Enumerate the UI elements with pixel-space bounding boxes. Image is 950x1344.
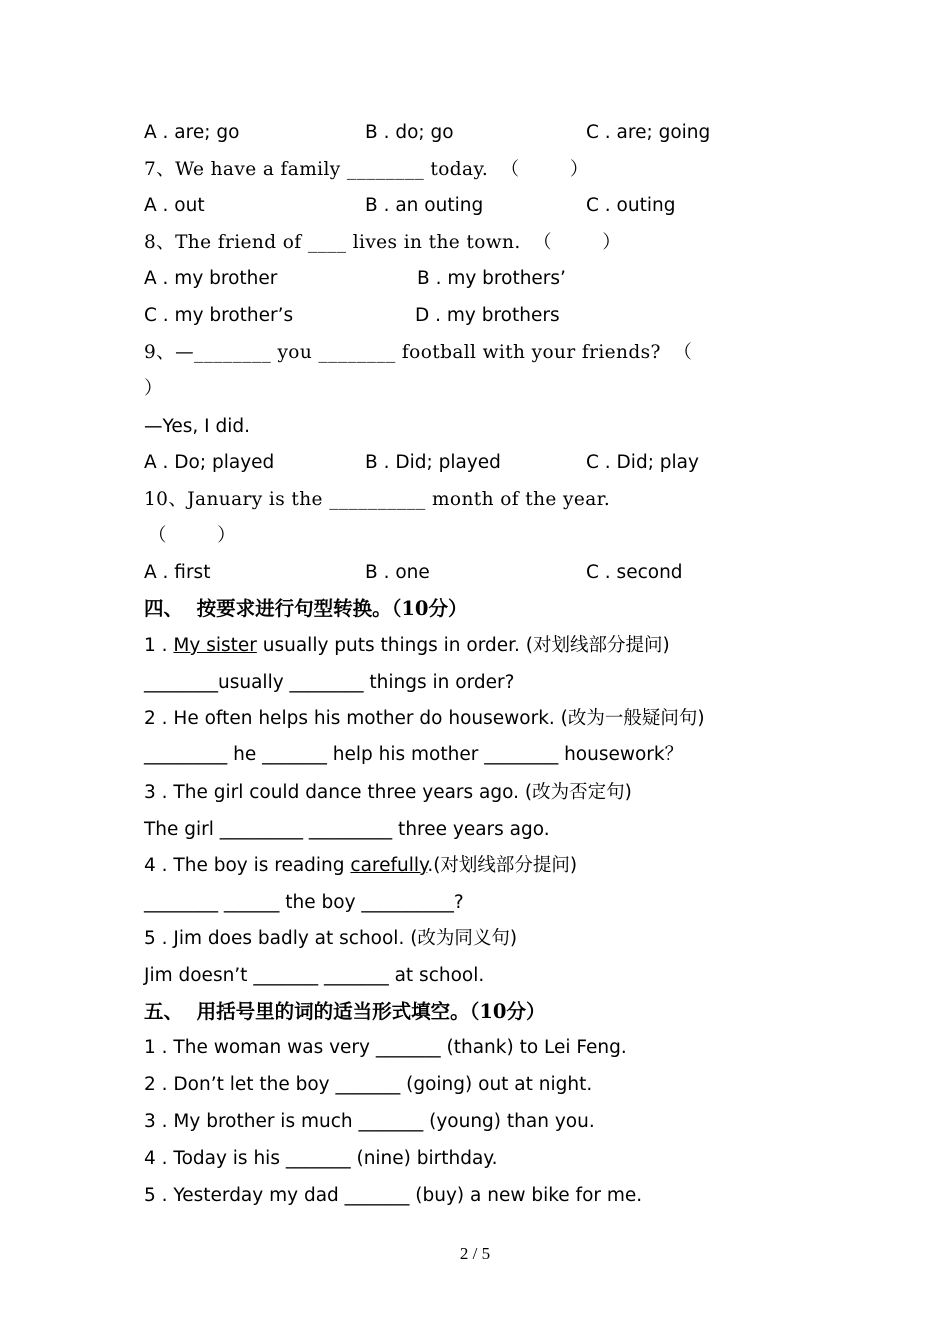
- q8-option-b: B . my brothers’: [417, 268, 566, 289]
- q8-option-c: C . my brother’s: [144, 305, 294, 326]
- q9-option-a: A . Do; played: [144, 452, 275, 473]
- s4-item2-question: 2 . He often helps his mother do housework. (改为一般疑问句): [144, 708, 705, 729]
- s4-item1-number: 1 .: [144, 635, 174, 656]
- q10-stem: 10、January is the __________ month of the year.: [144, 489, 611, 510]
- q9-stem: 9、—________ you ________ football with your friends? （: [144, 342, 693, 363]
- s4-item4-post: .(对划线部分提问): [427, 855, 578, 876]
- s4-item1-question: [144, 637, 670, 656]
- q9-answer-line: —Yes, I did.: [144, 416, 250, 437]
- q7-option-b: B . an outing: [365, 195, 484, 216]
- s5-item1: 1 . The woman was very _______ (thank) to Lei Feng.: [144, 1037, 627, 1058]
- s4-item5-answer: Jim doesn’t _______ _______ at school.: [144, 965, 485, 986]
- q9-stem-end: ）: [144, 378, 163, 399]
- s5-item5: 5 . Yesterday my dad _______ (buy) a new bike for me.: [144, 1185, 643, 1206]
- q10-option-a: A . first: [144, 562, 211, 583]
- s5-item2: 2 . Don’t let the boy _______ (going) out at night.: [144, 1074, 593, 1095]
- s4-item4-question: [144, 857, 577, 876]
- q8-stem: 8、The friend of ____ lives in the town. （ ）: [144, 232, 622, 253]
- q8-option-a: A . my brother: [144, 268, 278, 289]
- s4-item2-answer: _________ he _______ help his mother ________ housework？: [144, 744, 684, 765]
- s4-item4-answer: ________ ______ the boy __________?: [144, 892, 464, 913]
- q10-option-c: C . second: [586, 562, 683, 583]
- s4-item1-answer: ________usually ________ things in order?: [144, 672, 515, 693]
- section4-heading: 四、 按要求进行句型转换。（10分）: [144, 597, 468, 620]
- s4-item3-answer: The girl _________ _________ three years ago.: [144, 819, 550, 840]
- q6-option-c: C . are; going: [586, 122, 711, 143]
- q10-answer-paren: （ ）: [148, 525, 237, 546]
- s4-item1-underlined: My sister: [173, 635, 257, 656]
- q7-option-a: A . out: [144, 195, 205, 216]
- s4-item3-question: 3 . The girl could dance three years ago. (改为否定句): [144, 782, 632, 803]
- q10-option-b: B . one: [365, 562, 430, 583]
- s5-item3: 3 . My brother is much _______ (young) than you.: [144, 1111, 595, 1132]
- q6-option-b: B . do; go: [365, 122, 454, 143]
- section5-heading: 五、 用括号里的词的适当形式填空。（10分）: [144, 1000, 546, 1023]
- q6-option-a: A . are; go: [144, 122, 240, 143]
- q7-stem: 7、We have a family ________ today. （ ）: [144, 159, 589, 180]
- s5-item4: 4 . Today is his _______ (nine) birthday.: [144, 1148, 498, 1169]
- s4-item5-question: 5 . Jim does badly at school. (改为同义句): [144, 928, 518, 949]
- q9-option-b: B . Did; played: [365, 452, 501, 473]
- q7-option-c: C . outing: [586, 195, 676, 216]
- page-number: 2 / 5: [459, 1244, 491, 1263]
- s4-item4-pre: 4 . The boy is reading: [144, 855, 351, 876]
- s4-item1-rest: usually puts things in order. (对划线部分提问): [256, 635, 670, 656]
- s4-item4-underlined: carefully: [350, 855, 428, 876]
- q9-option-c: C . Did; play: [586, 452, 699, 473]
- q8-option-d: D . my brothers: [415, 305, 560, 326]
